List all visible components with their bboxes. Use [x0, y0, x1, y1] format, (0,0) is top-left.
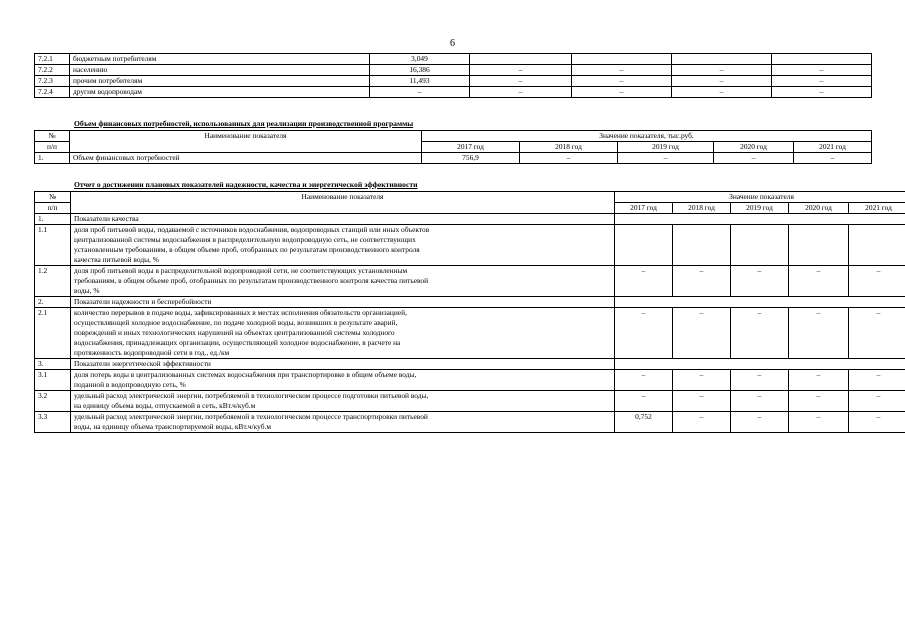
section-name: Показатели качества: [71, 214, 615, 225]
row-value-2019: [731, 225, 789, 266]
section-row: [35, 297, 905, 308]
row-value-2019: –: [572, 65, 672, 76]
report-section-title: Отчет о достижении плановых показателей надежности, качества и энергетической эффективности: [74, 180, 418, 189]
row-code: 7.2.4: [35, 87, 70, 98]
row-name-line: удельный расход электрической энергии, потребляемой в технологическом процессе подготовки питьевой воды,: [74, 391, 429, 400]
row-name-line: повреждений и иных технологических нарушений на объектах централизованной системы холодного: [74, 328, 395, 337]
row-value-2017: –: [615, 266, 673, 297]
table-row: [35, 266, 905, 297]
section-row: [35, 359, 905, 370]
header-year: 2018 год: [520, 142, 618, 153]
row-name-line: требованиям, в общем объеме проб, отобранных по результатам производственного контроля качества питьевой: [74, 276, 429, 285]
header-number: №: [35, 131, 70, 142]
row-code: 1.1: [35, 225, 71, 266]
row-value-2017: 0,752: [615, 412, 673, 433]
row-value-2021: –: [794, 153, 872, 164]
row-name-line: качества питьевой воды, %: [74, 255, 159, 264]
header-indicator-name: Наименование показателя: [71, 192, 615, 214]
row-value-2018: –: [673, 412, 731, 433]
row-code: 1.2: [35, 266, 71, 297]
page-number: 6: [450, 38, 455, 49]
row-name-line: установленным требованиям, в общем объеме проб, отобранных по результатам производственного контроля: [74, 245, 420, 254]
row-code: 3.3: [35, 412, 71, 433]
table-row: [35, 65, 872, 76]
row-value-2021: –: [772, 65, 872, 76]
row-code: 1.: [35, 214, 71, 225]
row-value-2020: –: [789, 391, 849, 412]
row-value-2018: [470, 54, 572, 65]
row-code: 2.1: [35, 308, 71, 359]
header-number: №: [35, 192, 71, 203]
row-value-2018: –: [470, 87, 572, 98]
table-row: [35, 76, 872, 87]
row-name: Объем финансовых потребностей: [70, 153, 422, 164]
row-name: другим водопроводам: [70, 87, 370, 98]
indicators-table: [34, 191, 905, 433]
row-value-2018: [673, 225, 731, 266]
section-empty-cell: [615, 359, 905, 370]
row-value-2020: –: [672, 87, 772, 98]
row-name: [71, 308, 615, 359]
row-name: [71, 391, 615, 412]
header-year: 2017 год: [422, 142, 520, 153]
row-name: [71, 266, 615, 297]
row-value-2017: –: [370, 87, 470, 98]
section-name: Показатели энергетической эффективности: [71, 359, 615, 370]
table-row: [35, 225, 905, 266]
row-value-2020: [789, 225, 849, 266]
row-value-2019: –: [731, 308, 789, 359]
section-empty-cell: [615, 214, 905, 225]
row-name: бюджетным потребителям: [70, 54, 370, 65]
row-code: 3.2: [35, 391, 71, 412]
row-value-2017: –: [615, 308, 673, 359]
consumers-table: [34, 53, 872, 98]
table-row: [35, 370, 905, 391]
row-value-2019: –: [731, 370, 789, 391]
row-value-2020: [672, 54, 772, 65]
row-name-line: воды, на единицу объема транспортируемой воды, кВт.ч/куб.м: [74, 422, 271, 431]
row-code: 1.: [35, 153, 70, 164]
row-code: 7.2.1: [35, 54, 70, 65]
row-value-2018: –: [673, 391, 731, 412]
header-number-sub: п/п: [35, 142, 70, 153]
row-value-2017: 16,386: [370, 65, 470, 76]
row-value-2018: –: [470, 76, 572, 87]
row-name-line: осуществляющей холодное водоснабжение, по подаче холодной воды, возникших в результате аварий,: [74, 318, 398, 327]
row-name-line: количество перерывов в подаче воды, зафиксированных в местах исполнения обязательств организацией,: [74, 308, 407, 317]
table-row: [35, 391, 905, 412]
header-year: 2021 год: [849, 203, 905, 214]
row-name-line: водоснабжения, принадлежащих организации, осуществляющей холодное водоснабжение, в расчете на: [74, 338, 401, 347]
row-name: [71, 412, 615, 433]
row-value-2021: –: [849, 308, 905, 359]
table-row: [35, 153, 872, 164]
row-value-2018: –: [673, 370, 731, 391]
row-value-2019: –: [618, 153, 714, 164]
row-value-2020: –: [672, 65, 772, 76]
row-name: [71, 225, 615, 266]
section-row: [35, 214, 905, 225]
row-value-2019: –: [731, 391, 789, 412]
row-value-2017: 3,049: [370, 54, 470, 65]
table-row: [35, 87, 872, 98]
row-name-line: централизованной системы водоснабжения в распределительную водопроводную сеть, не соответствующих: [74, 235, 416, 244]
row-value-2019: –: [731, 412, 789, 433]
row-name-line: доля проб питьевой воды, подаваемой с источников водоснабжения, водопроводных станций или иных объектов: [74, 225, 430, 234]
row-name-line: воды, %: [74, 286, 100, 295]
row-value-2018: –: [673, 266, 731, 297]
row-value-2020: –: [672, 76, 772, 87]
row-value-2018: –: [470, 65, 572, 76]
row-name-line: доля проб питьевой воды в распределительной водопроводной сети, не соответствующих установленным: [74, 266, 408, 275]
header-indicator-value: Значение показателя: [615, 192, 905, 203]
header-year: 2020 год: [789, 203, 849, 214]
row-name-line: удельный расход электрической энергии, потребляемой в технологическом процессе транспортировки питьевой: [74, 412, 428, 421]
header-year: 2021 год: [794, 142, 872, 153]
row-name-line: доля потерь воды в централизованных системах водоснабжения при транспортировке в общем объеме воды,: [74, 370, 417, 379]
row-value-2021: –: [772, 76, 872, 87]
finance-table: [34, 130, 872, 164]
row-value-2017: –: [615, 391, 673, 412]
row-name-line: поданной в водопроводную сеть, %: [74, 380, 186, 389]
row-value-2018: –: [520, 153, 618, 164]
row-code: 7.2.3: [35, 76, 70, 87]
row-value-2017: [615, 225, 673, 266]
row-value-2021: –: [849, 370, 905, 391]
header-number-sub: п/п: [35, 203, 71, 214]
section-empty-cell: [615, 297, 905, 308]
row-value-2020: –: [789, 370, 849, 391]
row-name: населению: [70, 65, 370, 76]
row-value-2017: 756,9: [422, 153, 520, 164]
row-value-2019: –: [572, 87, 672, 98]
table-row: [35, 54, 872, 65]
row-code: 2.: [35, 297, 71, 308]
row-code: 3.: [35, 359, 71, 370]
row-value-2021: –: [849, 266, 905, 297]
row-value-2021: –: [849, 391, 905, 412]
row-value-2020: –: [714, 153, 794, 164]
row-value-2017: 11,493: [370, 76, 470, 87]
row-value-2020: –: [789, 266, 849, 297]
row-value-2018: –: [673, 308, 731, 359]
row-value-2021: [772, 54, 872, 65]
row-value-2020: –: [789, 412, 849, 433]
header-year: 2020 год: [714, 142, 794, 153]
row-value-2019: –: [731, 266, 789, 297]
header-year: 2018 год: [673, 203, 731, 214]
row-name: [71, 370, 615, 391]
header-year: 2017 год: [615, 203, 673, 214]
row-code: 7.2.2: [35, 65, 70, 76]
header-year: 2019 год: [618, 142, 714, 153]
row-value-2020: –: [789, 308, 849, 359]
table-row: [35, 308, 905, 359]
row-value-2021: –: [849, 412, 905, 433]
section-name: Показатели надежности и бесперебойности: [71, 297, 615, 308]
row-value-2019: –: [572, 76, 672, 87]
header-year: 2019 год: [731, 203, 789, 214]
row-value-2017: –: [615, 370, 673, 391]
row-value-2019: [572, 54, 672, 65]
header-indicator-value: Значение показателя, тыс.руб.: [422, 131, 872, 142]
table-row: [35, 412, 905, 433]
row-name: прочим потребителям: [70, 76, 370, 87]
finance-section-title: Объем финансовых потребностей, использованных для реализации производственной программы: [74, 119, 414, 128]
row-code: 3.1: [35, 370, 71, 391]
row-value-2021: [849, 225, 905, 266]
header-indicator-name: Наименование показателя: [70, 131, 422, 153]
row-name-line: на единицу объема воды, отпускаемой в сеть, кВт.ч/куб.м: [74, 401, 256, 410]
row-name-line: протяженность водопроводной сети в год., ед./км: [74, 348, 230, 357]
row-value-2021: –: [772, 87, 872, 98]
